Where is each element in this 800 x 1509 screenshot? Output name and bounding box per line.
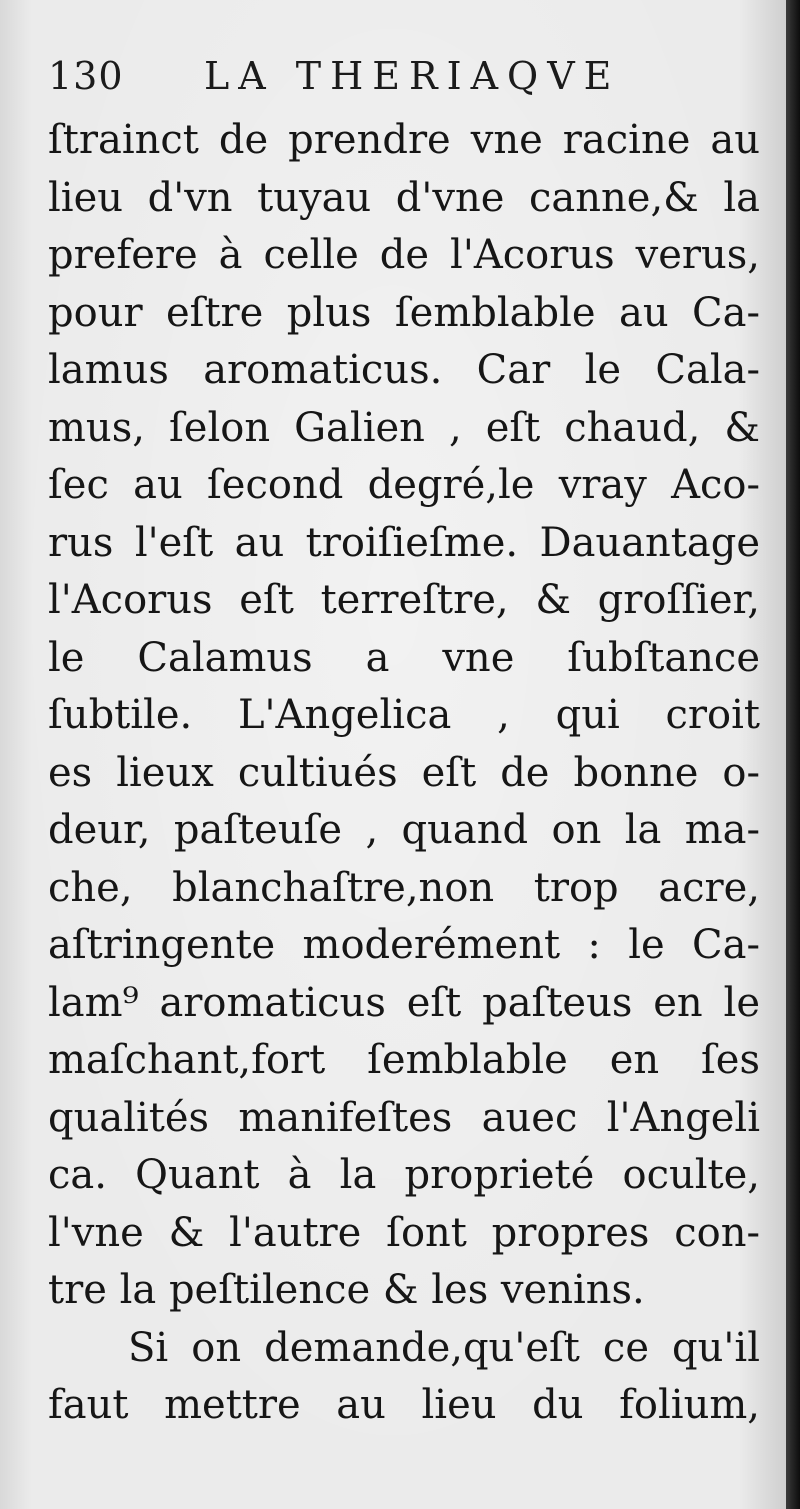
text-line: prefere à celle de l'Acorus verus, (48, 232, 760, 278)
page-number: 130 (48, 54, 124, 98)
paragraph-start-line: Si on demande,qu'eſt ce qu'il (128, 1324, 760, 1371)
text-line: deur, paſteuſe , quand on la ma- (48, 807, 760, 853)
text-line: ſec au ſecond degré,le vray Aco- (48, 462, 760, 508)
text-line: lam⁹ aromaticus eſt paſteus en le (48, 979, 760, 1026)
text-line: aſtringente moderément : le Ca- (48, 922, 760, 968)
text-line: mus, ſelon Galien , eſt chaud, & (48, 404, 760, 451)
text-line: es lieux cultiués eſt de bonne o- (48, 749, 760, 796)
text-line: ca. Quant à la proprieté oculte, (48, 1152, 760, 1198)
paragraph-end-line: tre la peſtilence & les venins. (48, 1267, 645, 1313)
page-edge-shadow (786, 0, 800, 1509)
text-line: l'Acorus eſt terreſtre, & groſſier, (48, 577, 760, 623)
text-line: l'vne & l'autre ſont propres con- (48, 1209, 760, 1256)
text-line: le Calamus a vne ſubſtance (48, 634, 760, 681)
text-line: qualités manifeſtes auec l'Angeli (48, 1094, 760, 1141)
text-line: ſtrainct de prendre vne racine au (48, 117, 760, 163)
text-line: ſubtile. L'Angelica , qui croit (48, 692, 760, 738)
text-line: lamus aromaticus. Car le Cala- (48, 347, 760, 393)
body-text (48, 112, 760, 1435)
text-line: faut mettre au lieu du folium, (48, 1382, 760, 1428)
running-title: LA THERIAQVE (204, 54, 621, 98)
text-line: pour eſtre plus ſemblable au Ca- (48, 289, 760, 336)
text-line: che, blanchaſtre,non trop acre, (48, 864, 760, 911)
text-line: rus l'eſt au troiſieſme. Dauantage (48, 519, 760, 566)
text-line: lieu d'vn tuyau d'vne canne,& la (48, 174, 760, 221)
running-head (48, 48, 748, 106)
text-line: maſchant,fort ſemblable en ſes (48, 1037, 760, 1083)
